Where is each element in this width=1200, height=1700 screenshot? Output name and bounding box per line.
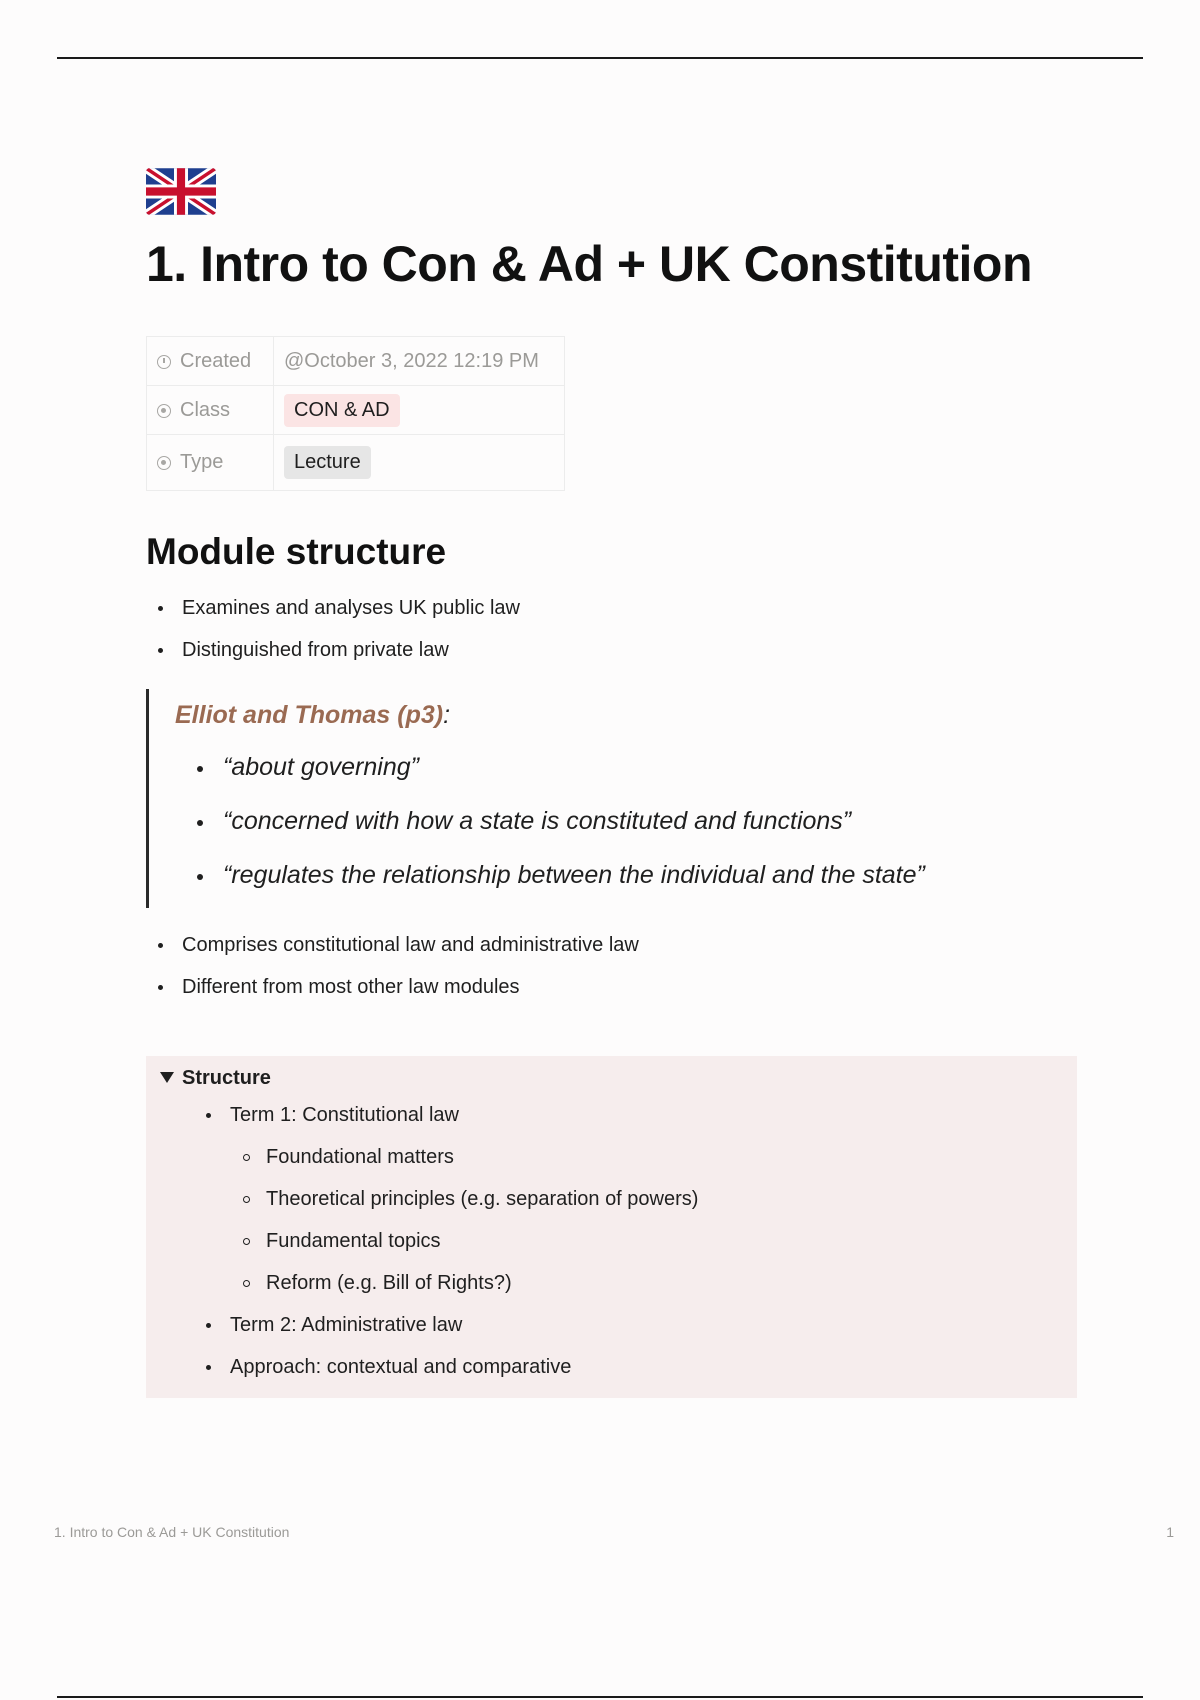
top-rule [57, 57, 1143, 59]
quote-title: Elliot and Thomas (p3): [175, 701, 451, 729]
footer-page-number: 1 [1166, 1524, 1174, 1540]
property-key-created: Created [147, 337, 274, 386]
class-tag[interactable]: CON & AD [284, 394, 400, 427]
quote-item: “regulates the relationship between the individual and the state” [175, 848, 1096, 902]
list-item-term-2: Term 2: Administrative law [194, 1304, 1077, 1346]
list-item-approach: Approach: contextual and comparative [194, 1346, 1077, 1388]
toggle-list [194, 1094, 1077, 1388]
sub-list [230, 1136, 1077, 1304]
toggle-label: Structure [182, 1067, 271, 1089]
uk-flag-icon [146, 168, 216, 215]
quote-item: “concerned with how a state is constituted and functions” [175, 794, 1096, 848]
section-heading: Module structure [146, 531, 447, 572]
sub-list-item: Reform (e.g. Bill of Rights?) [230, 1262, 1077, 1304]
bullet-list-top [146, 587, 1096, 671]
triangle-down-icon[interactable] [160, 1072, 174, 1083]
toggle-header[interactable] [158, 1062, 1077, 1094]
property-row-class [147, 386, 565, 435]
page-title: 1. Intro to Con & Ad + UK Constitution [146, 236, 1032, 292]
list-item: Different from most other law modules [146, 966, 1096, 1008]
list-item: Examines and analyses UK public law [146, 587, 1096, 629]
select-icon [157, 456, 171, 470]
quote-item: “about governing” [175, 740, 1096, 794]
structure-toggle-block [146, 1056, 1077, 1398]
bullet-list-bottom [146, 924, 1096, 1008]
sub-list-item: Fundamental topics [230, 1220, 1077, 1262]
page-content [146, 168, 1096, 1398]
bottom-rule [57, 1696, 1143, 1698]
list-item-term-1: Term 1: Constitutional law Foundational matters Theoretical principles (e.g. separation of powers) Fundamental topics Reform (e.g. Bill of Rights?) [194, 1094, 1077, 1304]
property-value-class[interactable] [274, 386, 565, 435]
sub-list-item: Foundational matters [230, 1136, 1077, 1178]
property-value-created[interactable]: @October 3, 2022 12:19 PM [274, 337, 565, 386]
sub-list-item: Theoretical principles (e.g. separation of powers) [230, 1178, 1077, 1220]
list-item: Distinguished from private law [146, 629, 1096, 671]
type-tag[interactable]: Lecture [284, 446, 371, 479]
property-row-type [147, 435, 565, 491]
list-item: Comprises constitutional law and administrative law [146, 924, 1096, 966]
footer-title: 1. Intro to Con & Ad + UK Constitution [54, 1524, 290, 1540]
property-row-created [147, 337, 565, 386]
quote-block [146, 689, 1096, 908]
property-key-class: Class [147, 386, 274, 435]
clock-icon [157, 355, 171, 369]
property-value-type[interactable] [274, 435, 565, 491]
quote-list [175, 740, 1096, 902]
property-key-type: Type [147, 435, 274, 491]
properties-table [146, 336, 565, 491]
select-icon [157, 404, 171, 418]
